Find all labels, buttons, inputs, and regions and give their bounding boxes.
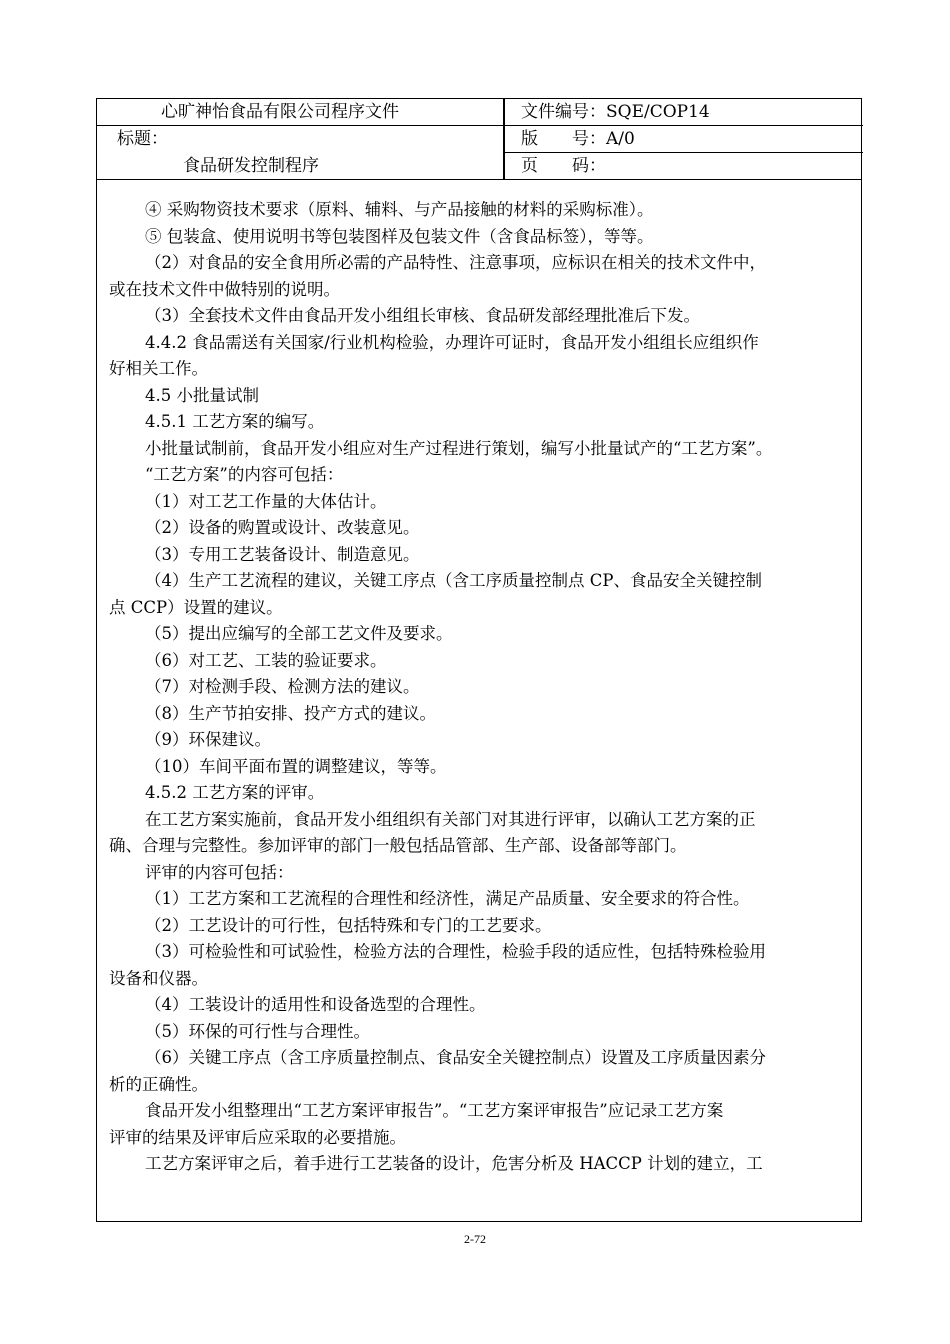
- page-code-label: 页 码：: [521, 156, 606, 176]
- body-line: （1）对工艺工作量的大体估计。: [145, 491, 387, 511]
- body-line: （3）全套技术文件由食品开发小组组长审核、食品研发部经理批准后下发。: [145, 306, 700, 325]
- body-line: 4.5.2 工艺方案的评审。: [145, 783, 325, 802]
- body-line: 确、合理与完整性。参加评审的部门一般包括品管部、生产部、设备部等部门。: [109, 836, 687, 855]
- body-line: 或在技术文件中做特别的说明。: [109, 279, 340, 299]
- version-number: 版 号：A/0: [521, 129, 635, 149]
- document-number: 文件编号：SQE/COP14: [521, 102, 710, 122]
- body-line: 设备和仪器。: [109, 968, 208, 988]
- body-line: （8）生产节拍安排、投产方式的建议。: [145, 703, 436, 723]
- body-line: 评审的结果及评审后应采取的必要措施。: [109, 1127, 406, 1147]
- body-line: （9）环保建议。: [145, 730, 271, 749]
- body-line: ④ 采购物资技术要求（原料、辅料、与产品接触的材料的采购标准）。: [145, 200, 654, 219]
- document-frame: [96, 98, 862, 1222]
- body-line: （7）对检测手段、检测方法的建议。: [145, 677, 420, 696]
- body-line: 好相关工作。: [109, 359, 208, 378]
- body-line: （2）对食品的安全食用所必需的产品特性、注意事项，应标识在相关的技术文件中，: [145, 253, 766, 272]
- title-label: 标题：: [117, 129, 168, 149]
- document-title: 食品研发控制程序: [183, 156, 319, 176]
- body-line: （2）工艺设计的可行性，包括特殊和专门的工艺要求。: [145, 915, 552, 935]
- page-footer-number: 2-72: [464, 1232, 486, 1246]
- body-line: （1）工艺方案和工艺流程的合理性和经济性，满足产品质量、安全要求的符合性。: [145, 889, 750, 908]
- body-line: 点 CCP）设置的建议。: [109, 597, 283, 617]
- body-line: （5）环保的可行性与合理性。: [145, 1021, 370, 1041]
- body-line: （10）车间平面布置的调整建议，等等。: [145, 756, 447, 776]
- body-line: ⑤ 包装盒、使用说明书等包装图样及包装文件（含食品标签），等等。: [145, 226, 654, 246]
- body-line: （6）对工艺、工装的验证要求。: [145, 650, 387, 670]
- document-header-table: [97, 99, 861, 180]
- body-line: （6）关键工序点（含工序质量控制点、食品安全关键控制点）设置及工序质量因素分: [145, 1048, 766, 1067]
- header-divider-vertical: [503, 99, 505, 180]
- body-line: （4）工装设计的适用性和设备选型的合理性。: [145, 995, 486, 1014]
- company-doc-title: 心旷神怡食品有限公司程序文件: [161, 102, 399, 122]
- body-line: 工艺方案评审之后，着手进行工艺装备的设计，危害分析及 HACCP 计划的建立，工: [145, 1154, 763, 1173]
- body-line: （4）生产工艺流程的建议，关键工序点（含工序质量控制点 CP、食品安全关键控制: [145, 571, 762, 590]
- header-divider-row2: [503, 152, 863, 153]
- header-divider-row1: [97, 125, 863, 126]
- body-line: 食品开发小组整理出“工艺方案评审报告”。“工艺方案评审报告”应记录工艺方案: [145, 1101, 724, 1120]
- body-line: 4.5.1 工艺方案的编写。: [145, 412, 325, 431]
- body-line: 4.5 小批量试制: [145, 385, 259, 405]
- body-line: 析的正确性。: [109, 1074, 208, 1094]
- body-line: （3）可检验性和可试验性，检验方法的合理性，检验手段的适应性，包括特殊检验用: [145, 942, 766, 961]
- body-line: 在工艺方案实施前，食品开发小组组织有关部门对其进行评审，以确认工艺方案的正: [145, 809, 756, 829]
- body-line: 4.4.2 食品需送有关国家/行业机构检验，办理许可证时，食品开发小组组长应组织作: [145, 332, 759, 352]
- body-line: 评审的内容可包括：: [145, 862, 294, 882]
- body-line: （2）设备的购置或设计、改装意见。: [145, 518, 420, 537]
- body-line: （3）专用工艺装备设计、制造意见。: [145, 544, 420, 564]
- body-line: 小批量试制前，食品开发小组应对生产过程进行策划，编写小批量试产的“工艺方案”。: [145, 438, 773, 458]
- body-line: （5）提出应编写的全部工艺文件及要求。: [145, 624, 453, 643]
- body-line: “工艺方案”的内容可包括：: [145, 465, 344, 484]
